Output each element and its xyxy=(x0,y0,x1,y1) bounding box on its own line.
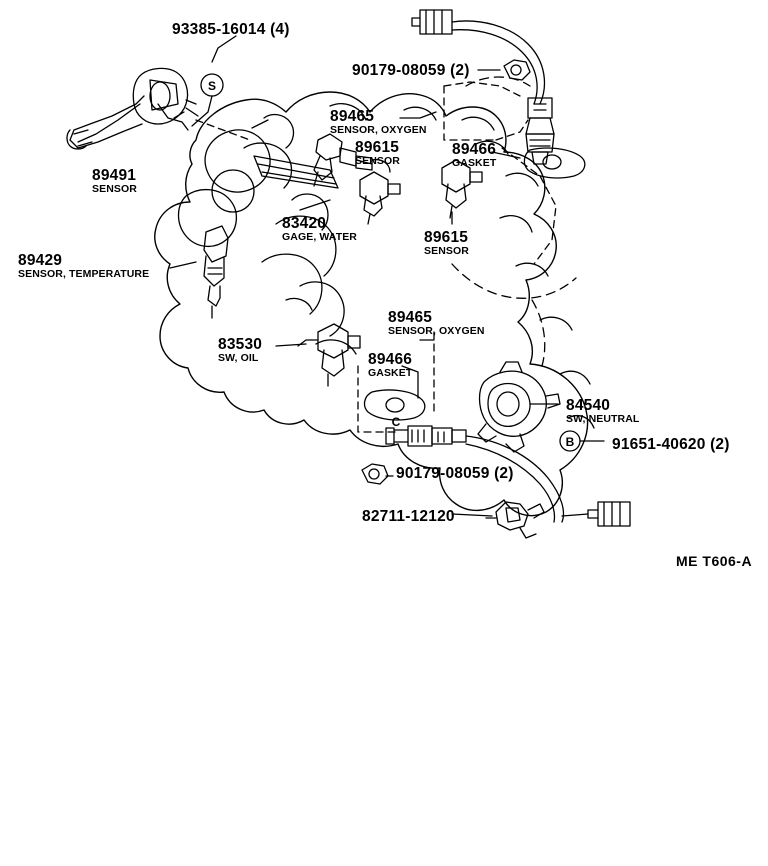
label-83420 xyxy=(282,216,357,243)
part-number: 89429 xyxy=(18,252,63,269)
label-82711-12120 xyxy=(362,509,455,525)
part-number: 90179-08059 (2) xyxy=(396,465,514,482)
label-89429 xyxy=(18,253,149,280)
callout-letter-c: C xyxy=(391,415,401,429)
part-89491-sensor xyxy=(67,68,198,149)
part-name: SENSOR, TEMPERATURE xyxy=(18,268,150,281)
part-84540-switch xyxy=(478,362,560,452)
part-name: SENSOR, OXYGEN xyxy=(388,325,485,338)
part-name: SENSOR xyxy=(424,245,469,258)
part-name: SENSOR xyxy=(92,183,137,196)
leader-83530 xyxy=(276,344,306,346)
part-number: 93385-16014 (4) xyxy=(172,21,290,38)
part-name: SENSOR, OXYGEN xyxy=(330,124,427,137)
part-90179-bottom xyxy=(362,464,388,484)
label-84540 xyxy=(566,398,639,425)
label-89466-mid xyxy=(368,352,412,379)
label-89615-top xyxy=(355,140,400,167)
label-90179-08059-bottom xyxy=(396,466,514,482)
callout-letter-b: B xyxy=(565,435,575,449)
label-89465-top xyxy=(330,109,427,136)
leader-89429 xyxy=(170,262,196,268)
label-89465-mid xyxy=(388,310,485,337)
part-number: 84540 xyxy=(566,397,611,414)
part-number: 82711-12120 xyxy=(362,508,455,525)
label-83530 xyxy=(218,337,262,364)
part-name: SW, NEUTRAL xyxy=(566,413,640,426)
label-89491 xyxy=(92,168,137,195)
part-name: SENSOR xyxy=(355,155,400,168)
part-number: 90179-08059 (2) xyxy=(352,62,470,79)
label-89615-right xyxy=(424,230,469,257)
part-number: 83420 xyxy=(282,215,327,232)
part-number: 89466 xyxy=(368,351,413,368)
label-91651-40620 xyxy=(612,437,730,453)
part-89615-mid xyxy=(360,172,400,224)
part-number: 91651-40620 (2) xyxy=(612,436,730,453)
part-name: GAGE, WATER xyxy=(282,231,357,244)
part-number: 89615 xyxy=(424,229,469,246)
part-82711-clamp xyxy=(486,502,544,538)
part-name: GASKET xyxy=(368,367,413,380)
leader-82711 xyxy=(452,514,492,516)
figure-code: ME T606-A xyxy=(676,553,753,569)
part-number: 83530 xyxy=(218,336,263,353)
callout-letter-s: S xyxy=(207,79,217,93)
part-name: GASKET xyxy=(452,157,497,170)
part-name: SW, OIL xyxy=(218,352,259,365)
part-83530-switch xyxy=(298,324,360,386)
part-89429-sensor xyxy=(204,226,228,318)
label-93385-16014 xyxy=(172,22,290,38)
label-90179-08059-top xyxy=(352,63,470,79)
label-89466-top xyxy=(452,142,496,169)
part-number: 89491 xyxy=(92,167,137,184)
part-number: 89465 xyxy=(330,108,375,125)
part-number: 89466 xyxy=(452,141,497,158)
part-number: 89465 xyxy=(388,309,433,326)
part-number: 89615 xyxy=(355,139,400,156)
